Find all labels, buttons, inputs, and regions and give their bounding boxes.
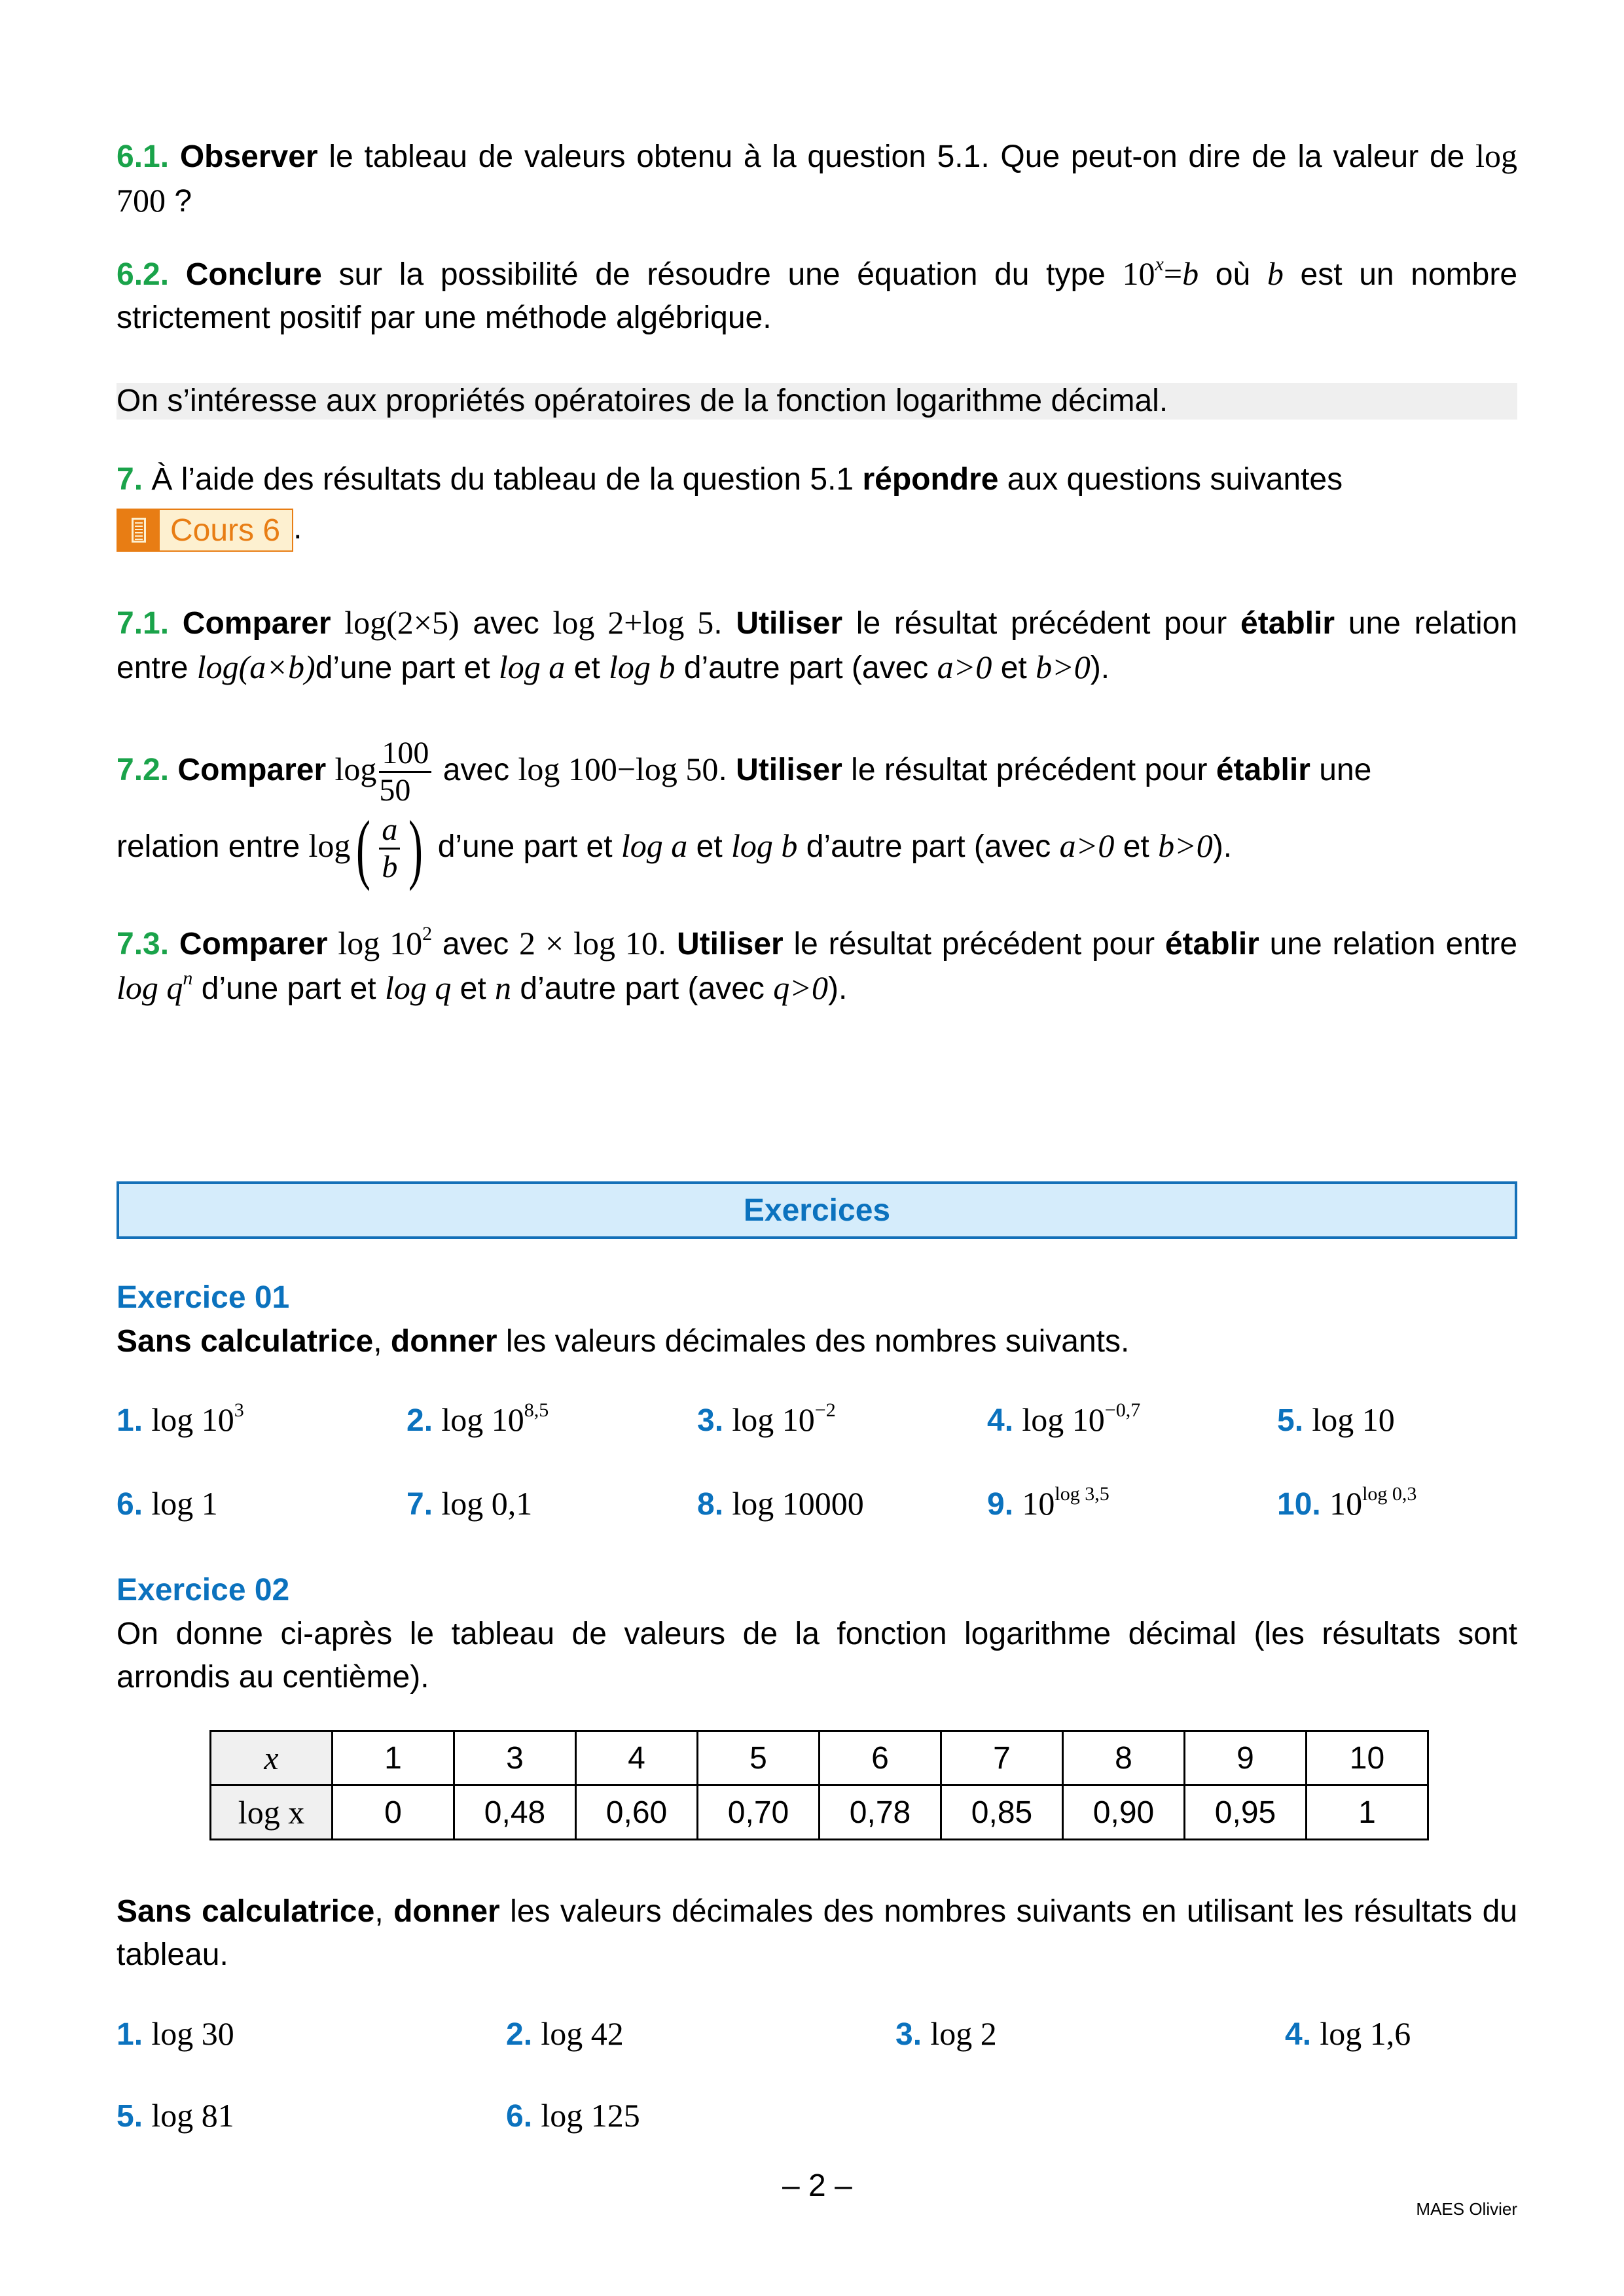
table-cell: 6: [820, 1731, 941, 1785]
question-text: avec: [459, 606, 553, 641]
math-variable: b: [1182, 255, 1199, 292]
math-expression: log 10: [732, 1401, 815, 1438]
question-text: relation entre: [117, 829, 309, 864]
math-exponent: 3: [234, 1399, 244, 1421]
ex01-item-5: [1277, 1401, 1395, 1439]
question-number: 7.: [117, 462, 143, 497]
instruction-bold: Sans calculatrice: [117, 1894, 375, 1929]
instruction-bold: Sans calculatrice: [117, 1324, 374, 1359]
ex02-item-6: [506, 2096, 640, 2134]
instruction-text: les valeurs décimales des nombres suivants.: [497, 1324, 1130, 1359]
question-text: et: [1114, 829, 1159, 864]
math-expression: log 700: [117, 137, 1517, 219]
ex02-item-2: [506, 2015, 624, 2053]
question-text: où: [1199, 257, 1267, 292]
math-expression: log 30: [151, 2015, 234, 2052]
action-verb: établir: [1164, 927, 1259, 961]
math-condition: a>0: [1059, 827, 1115, 864]
math-expression: log b: [731, 827, 798, 864]
question-text: aux questions suivantes: [998, 462, 1343, 497]
log-values-table: [209, 1730, 1429, 1840]
ex01-item-10: [1277, 1484, 1416, 1522]
fraction-denominator: 50: [379, 772, 411, 808]
math-expression: log 10: [1022, 1401, 1105, 1438]
question-text: le résultat précédent pour: [783, 927, 1165, 961]
item-number: 5.: [1277, 1403, 1304, 1438]
fraction-denominator: b: [382, 849, 398, 884]
question-text: une: [1310, 753, 1372, 787]
question-text: d’une part et: [192, 971, 385, 1006]
item-number: 9.: [987, 1487, 1014, 1522]
exercise-02-intro: On donne ci-après le tableau de valeurs de la fonction logarithme décimal (les résultats sont arrondis au centième).: [117, 1617, 1517, 1695]
action-verb: Utiliser: [736, 606, 843, 641]
math-exponent: −0,7: [1104, 1399, 1141, 1421]
exercise-02-title: Exercice 02: [117, 1573, 290, 1607]
question-text: et: [451, 971, 496, 1006]
table-cell: 7: [941, 1731, 1063, 1785]
math-fraction: [379, 812, 400, 885]
question-number: 6.2.: [117, 257, 170, 292]
row-header-logx: log x: [211, 1785, 333, 1840]
math-condition: q>0: [773, 969, 828, 1006]
question-7-1: [117, 601, 1517, 690]
question-6-2: [117, 252, 1517, 340]
table-cell: 1: [333, 1731, 454, 1785]
question-text: sur la possibilité de résoudre une équation du type: [321, 257, 1123, 292]
question-number: 7.2.: [117, 753, 170, 787]
question-text: le tableau de valeurs obtenu à la question 5.1. Que peut-on dire de la valeur de: [317, 139, 1465, 174]
instruction-text: ,: [374, 1894, 394, 1929]
ex02-item-4: [1285, 2015, 1411, 2053]
question-text: d’une part et: [315, 651, 499, 685]
action-verb: Observer: [179, 139, 318, 174]
exercise-01-intro: [117, 1320, 1517, 1363]
question-number: 6.1.: [117, 139, 170, 174]
question-text-end: ).: [1212, 829, 1233, 864]
question-text: et: [992, 651, 1036, 685]
question-text: .: [657, 927, 677, 961]
math-expression: log 125: [541, 2097, 640, 2134]
question-text: et: [687, 829, 731, 864]
math-expression: log 1: [151, 1485, 218, 1522]
item-number: 2.: [406, 1403, 433, 1438]
math-exponent: log 3,5: [1055, 1483, 1110, 1505]
math-expression: log 0,1: [441, 1485, 533, 1522]
document-icon: [118, 510, 160, 550]
math-expression: log 10000: [732, 1485, 864, 1522]
cours-6-link[interactable]: [117, 509, 293, 552]
table-cell: 0: [333, 1785, 454, 1840]
table-cell: 0,60: [576, 1785, 698, 1840]
instruction-text: ,: [373, 1324, 391, 1359]
math-exponent: 2: [422, 923, 433, 944]
question-text: d’une part et: [429, 829, 621, 864]
math-log: log: [308, 827, 351, 864]
math-expression: log(2×5): [344, 604, 460, 641]
action-verb: Conclure: [185, 257, 322, 292]
math-paren-left: (: [356, 804, 371, 892]
instruction-bold: donner: [393, 1894, 500, 1929]
page-number: – 2 –: [782, 2168, 852, 2203]
math-log: log: [334, 751, 377, 787]
table-cell: 0,85: [941, 1785, 1063, 1840]
item-number: 3.: [697, 1403, 724, 1438]
math-condition: b>0: [1158, 827, 1213, 864]
item-number: 1.: [117, 2017, 143, 2052]
item-number: 1.: [117, 1403, 143, 1438]
ex01-item-7: [406, 1484, 532, 1522]
action-verb: répondre: [862, 462, 999, 497]
math-equals: =: [1163, 255, 1183, 292]
item-number: 4.: [987, 1403, 1014, 1438]
question-text: .: [713, 606, 736, 641]
table-cell: 8: [1063, 1731, 1185, 1785]
math-base: 10: [1022, 1485, 1055, 1522]
cours-reference-row: [117, 509, 302, 552]
action-verb: Comparer: [182, 606, 331, 641]
math-expression: log q: [117, 969, 183, 1006]
ex01-item-1: [117, 1401, 244, 1439]
table-cell: 9: [1185, 1731, 1307, 1785]
question-text: le résultat précédent pour: [842, 753, 1216, 787]
math-fraction: [379, 736, 431, 808]
table-row-logx: [211, 1785, 1428, 1840]
question-text-end: .: [293, 511, 302, 546]
item-number: 6.: [506, 2099, 533, 2134]
table-cell: 0,78: [820, 1785, 941, 1840]
math-expression: log(a×b): [196, 649, 316, 685]
exercices-section-header: Exercices: [117, 1181, 1517, 1239]
question-text: le résultat précédent pour: [842, 606, 1241, 641]
math-expression: log 10: [338, 925, 423, 961]
action-verb: Comparer: [179, 927, 328, 961]
exercise-02-task: [117, 1890, 1517, 1977]
question-7-2: [117, 733, 1517, 808]
action-verb: établir: [1216, 753, 1310, 787]
instruction-text: les valeurs décimales des nombres suivants en utilisant les résultats du tableau.: [117, 1894, 1518, 1972]
math-expression: log 100−log 50: [518, 751, 719, 787]
math-expression: 2 × log 10: [519, 925, 658, 961]
math-expression: log b: [609, 649, 676, 685]
question-text: est un nombre strictement positif par une méthode algébrique.: [117, 257, 1518, 335]
math-expression: log 42: [541, 2015, 624, 2052]
math-exponent: x: [1155, 253, 1164, 275]
table-cell: 1: [1307, 1785, 1428, 1840]
action-verb: Utiliser: [736, 753, 842, 787]
table-cell: 3: [454, 1731, 576, 1785]
table-cell: 0,48: [454, 1785, 576, 1840]
ex02-item-1: [117, 2015, 234, 2053]
math-base: 10: [1122, 255, 1155, 292]
question-text-end: ).: [828, 971, 848, 1006]
table-cell: 0,70: [698, 1785, 820, 1840]
math-expression: log 2+log 5: [552, 604, 714, 641]
math-base: 10: [1329, 1485, 1363, 1522]
math-expression: log 10: [441, 1401, 524, 1438]
math-variable: b: [1267, 255, 1284, 292]
question-text: une relation entre: [117, 606, 1518, 685]
math-expression: log q: [384, 969, 452, 1006]
item-number: 2.: [506, 2017, 533, 2052]
question-7: [117, 458, 1517, 501]
action-verb: établir: [1240, 606, 1335, 641]
question-text: avec: [432, 927, 520, 961]
ex01-item-2: [406, 1401, 549, 1439]
question-7-3: [117, 922, 1517, 1011]
table-row-x: [211, 1731, 1428, 1785]
math-expression: log 2: [930, 2015, 997, 2052]
math-expression: log 10: [1312, 1401, 1395, 1438]
ex01-item-3: [697, 1401, 836, 1439]
math-paren-right: ): [408, 804, 424, 892]
math-expression: log 1,6: [1320, 2015, 1411, 2052]
ex01-item-6: [117, 1484, 218, 1522]
question-7-2-line-2: [117, 804, 1233, 892]
question-text: .: [718, 753, 736, 787]
math-exponent: −2: [814, 1399, 836, 1421]
question-text: avec: [434, 753, 518, 787]
table-cell: 0,90: [1063, 1785, 1185, 1840]
math-expression: log a: [498, 649, 566, 685]
question-number: 7.1.: [117, 606, 170, 641]
question-text: À l’aide des résultats du tableau de la question 5.1: [143, 462, 863, 497]
ex02-item-5: [117, 2096, 234, 2134]
author-name: MAES Olivier: [1416, 2199, 1517, 2219]
item-number: 10.: [1277, 1487, 1321, 1522]
item-number: 7.: [406, 1487, 433, 1522]
table-cell: 4: [576, 1731, 698, 1785]
item-number: 5.: [117, 2099, 143, 2134]
math-exponent: log 0,3: [1362, 1483, 1417, 1505]
math-exponent: 8,5: [524, 1399, 549, 1421]
ex01-item-8: [697, 1484, 864, 1522]
question-number: 7.3.: [117, 927, 170, 961]
exercise-01-title: Exercice 01: [117, 1280, 290, 1315]
question-text: d’autre part (avec: [511, 971, 774, 1006]
fraction-numerator: a: [379, 812, 400, 850]
item-number: 8.: [697, 1487, 724, 1522]
instruction-bold: donner: [390, 1324, 497, 1359]
action-verb: Comparer: [177, 753, 327, 787]
math-condition: b>0: [1036, 649, 1091, 685]
question-text-end: ).: [1090, 651, 1110, 685]
math-expression: log 81: [151, 2097, 234, 2134]
math-expression: log a: [621, 827, 688, 864]
table-cell: 10: [1307, 1731, 1428, 1785]
ex01-item-9: [987, 1484, 1110, 1522]
question-text: d’autre part (avec: [675, 651, 937, 685]
row-header-x: x: [211, 1731, 333, 1785]
fraction-numerator: 100: [379, 736, 431, 773]
math-condition: a>0: [937, 649, 992, 685]
item-number: 4.: [1285, 2017, 1312, 2052]
action-verb: Utiliser: [676, 927, 784, 961]
question-text: et: [565, 651, 609, 685]
ex02-item-3: [895, 2015, 997, 2053]
question-text-end: ?: [166, 184, 192, 219]
table-cell: 5: [698, 1731, 820, 1785]
question-text: d’autre part (avec: [797, 829, 1060, 864]
cours-6-label: Cours 6: [160, 510, 292, 550]
math-expression: log 10: [151, 1401, 234, 1438]
math-exponent: n: [183, 967, 193, 989]
item-number: 6.: [117, 1487, 143, 1522]
section-intro-note: On s’intéresse aux propriétés opératoires de la fonction logarithme décimal.: [117, 384, 1168, 418]
question-6-1: [117, 134, 1517, 223]
item-number: 3.: [895, 2017, 922, 2052]
table-cell: 0,95: [1185, 1785, 1307, 1840]
math-variable: n: [495, 969, 512, 1006]
ex01-item-4: [987, 1401, 1140, 1439]
question-text: une relation entre: [1259, 927, 1518, 961]
